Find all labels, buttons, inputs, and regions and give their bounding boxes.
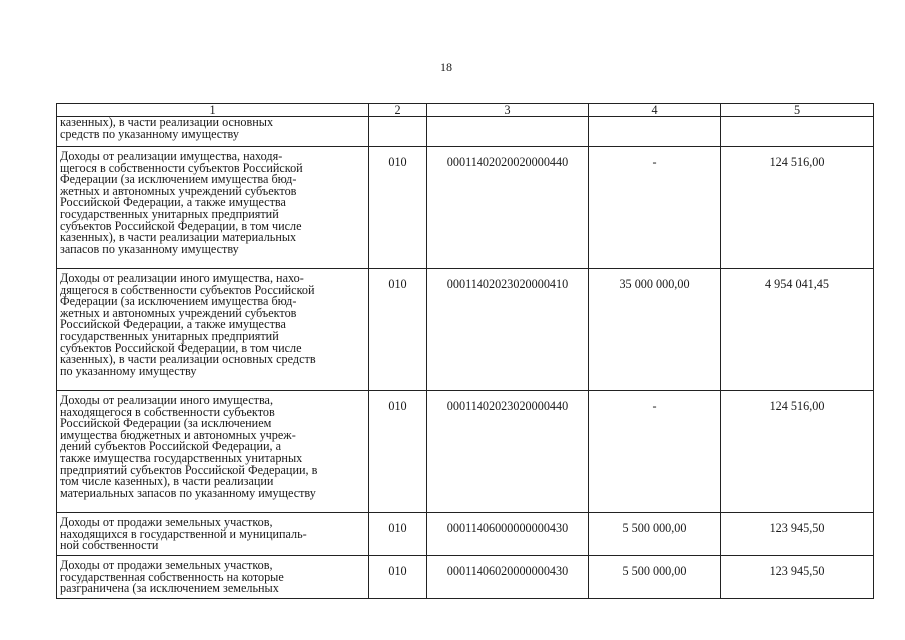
row-planned-amount: 5 500 000,00 [589, 556, 721, 599]
row-description: Доходы от реализации иного имущества, нахо- дящегося в собственности субъектов Российской Федерации (за исключением имущества бюд- жетных и автономных учреждений субъектов Российской Федерации, а также имущества государственных унитарных предприятий субъектов Российской Федерации, в том числе казенных), в части реализации основных средств по указанному имуществу [57, 269, 369, 391]
table-row [57, 556, 874, 599]
row-line-code: 010 [369, 391, 427, 513]
row-planned-amount: - [589, 391, 721, 513]
table-row [57, 391, 874, 513]
column-header: 3 [427, 104, 589, 117]
row-budget-code: 00011402023020000410 [427, 269, 589, 391]
column-header: 2 [369, 104, 427, 117]
row-planned-amount: 35 000 000,00 [589, 269, 721, 391]
table-row [57, 117, 874, 147]
row-planned-amount: 5 500 000,00 [589, 513, 721, 556]
row-description: Доходы от продажи земельных участков, государственная собственность на которые разграничена (за исключением земельных [57, 556, 369, 599]
row-line-code [369, 117, 427, 147]
row-actual-amount: 124 516,00 [721, 147, 874, 269]
row-description: Доходы от реализации иного имущества, находящегося в собственности субъектов Российской Федерации (за исключением имущества бюджетных и автономных учреж- дений субъектов Российской Федерации, а также имущества государственных унитарных предприятий субъектов Российской Федерации, в том числе казенных), в части реализации материальных запасов по указанному имуществу [57, 391, 369, 513]
revenue-table [56, 103, 874, 599]
row-budget-code: 00011406000000000430 [427, 513, 589, 556]
column-header: 5 [721, 104, 874, 117]
row-description: Доходы от реализации имущества, находя- щегося в собственности субъектов Российской Федерации (за исключением имущества бюд- жетных и автономных учреждений субъектов Российской Федерации, а также имущества государственных унитарных предприятий субъектов Российской Федерации, в том числе казенных), в части реализации материальных запасов по указанному имуществу [57, 147, 369, 269]
row-actual-amount: 4 954 041,45 [721, 269, 874, 391]
row-budget-code: 00011402023020000440 [427, 391, 589, 513]
row-budget-code: 00011402020020000440 [427, 147, 589, 269]
column-header: 4 [589, 104, 721, 117]
row-actual-amount: 123 945,50 [721, 556, 874, 599]
row-budget-code: 00011406020000000430 [427, 556, 589, 599]
column-header: 1 [57, 104, 369, 117]
row-budget-code [427, 117, 589, 147]
row-planned-amount [589, 117, 721, 147]
row-line-code: 010 [369, 147, 427, 269]
table-header-row [57, 104, 874, 117]
row-line-code: 010 [369, 556, 427, 599]
row-description: Доходы от продажи земельных участков, находящихся в государственной и муниципаль- ной собственности [57, 513, 369, 556]
row-actual-amount: 124 516,00 [721, 391, 874, 513]
table-row [57, 513, 874, 556]
row-actual-amount [721, 117, 874, 147]
row-line-code: 010 [369, 269, 427, 391]
row-line-code: 010 [369, 513, 427, 556]
row-description: казенных), в части реализации основных средств по указанному имуществу [57, 117, 369, 147]
table-row [57, 147, 874, 269]
row-planned-amount: - [589, 147, 721, 269]
row-actual-amount: 123 945,50 [721, 513, 874, 556]
page-number: 18 [440, 60, 452, 74]
table-row [57, 269, 874, 391]
